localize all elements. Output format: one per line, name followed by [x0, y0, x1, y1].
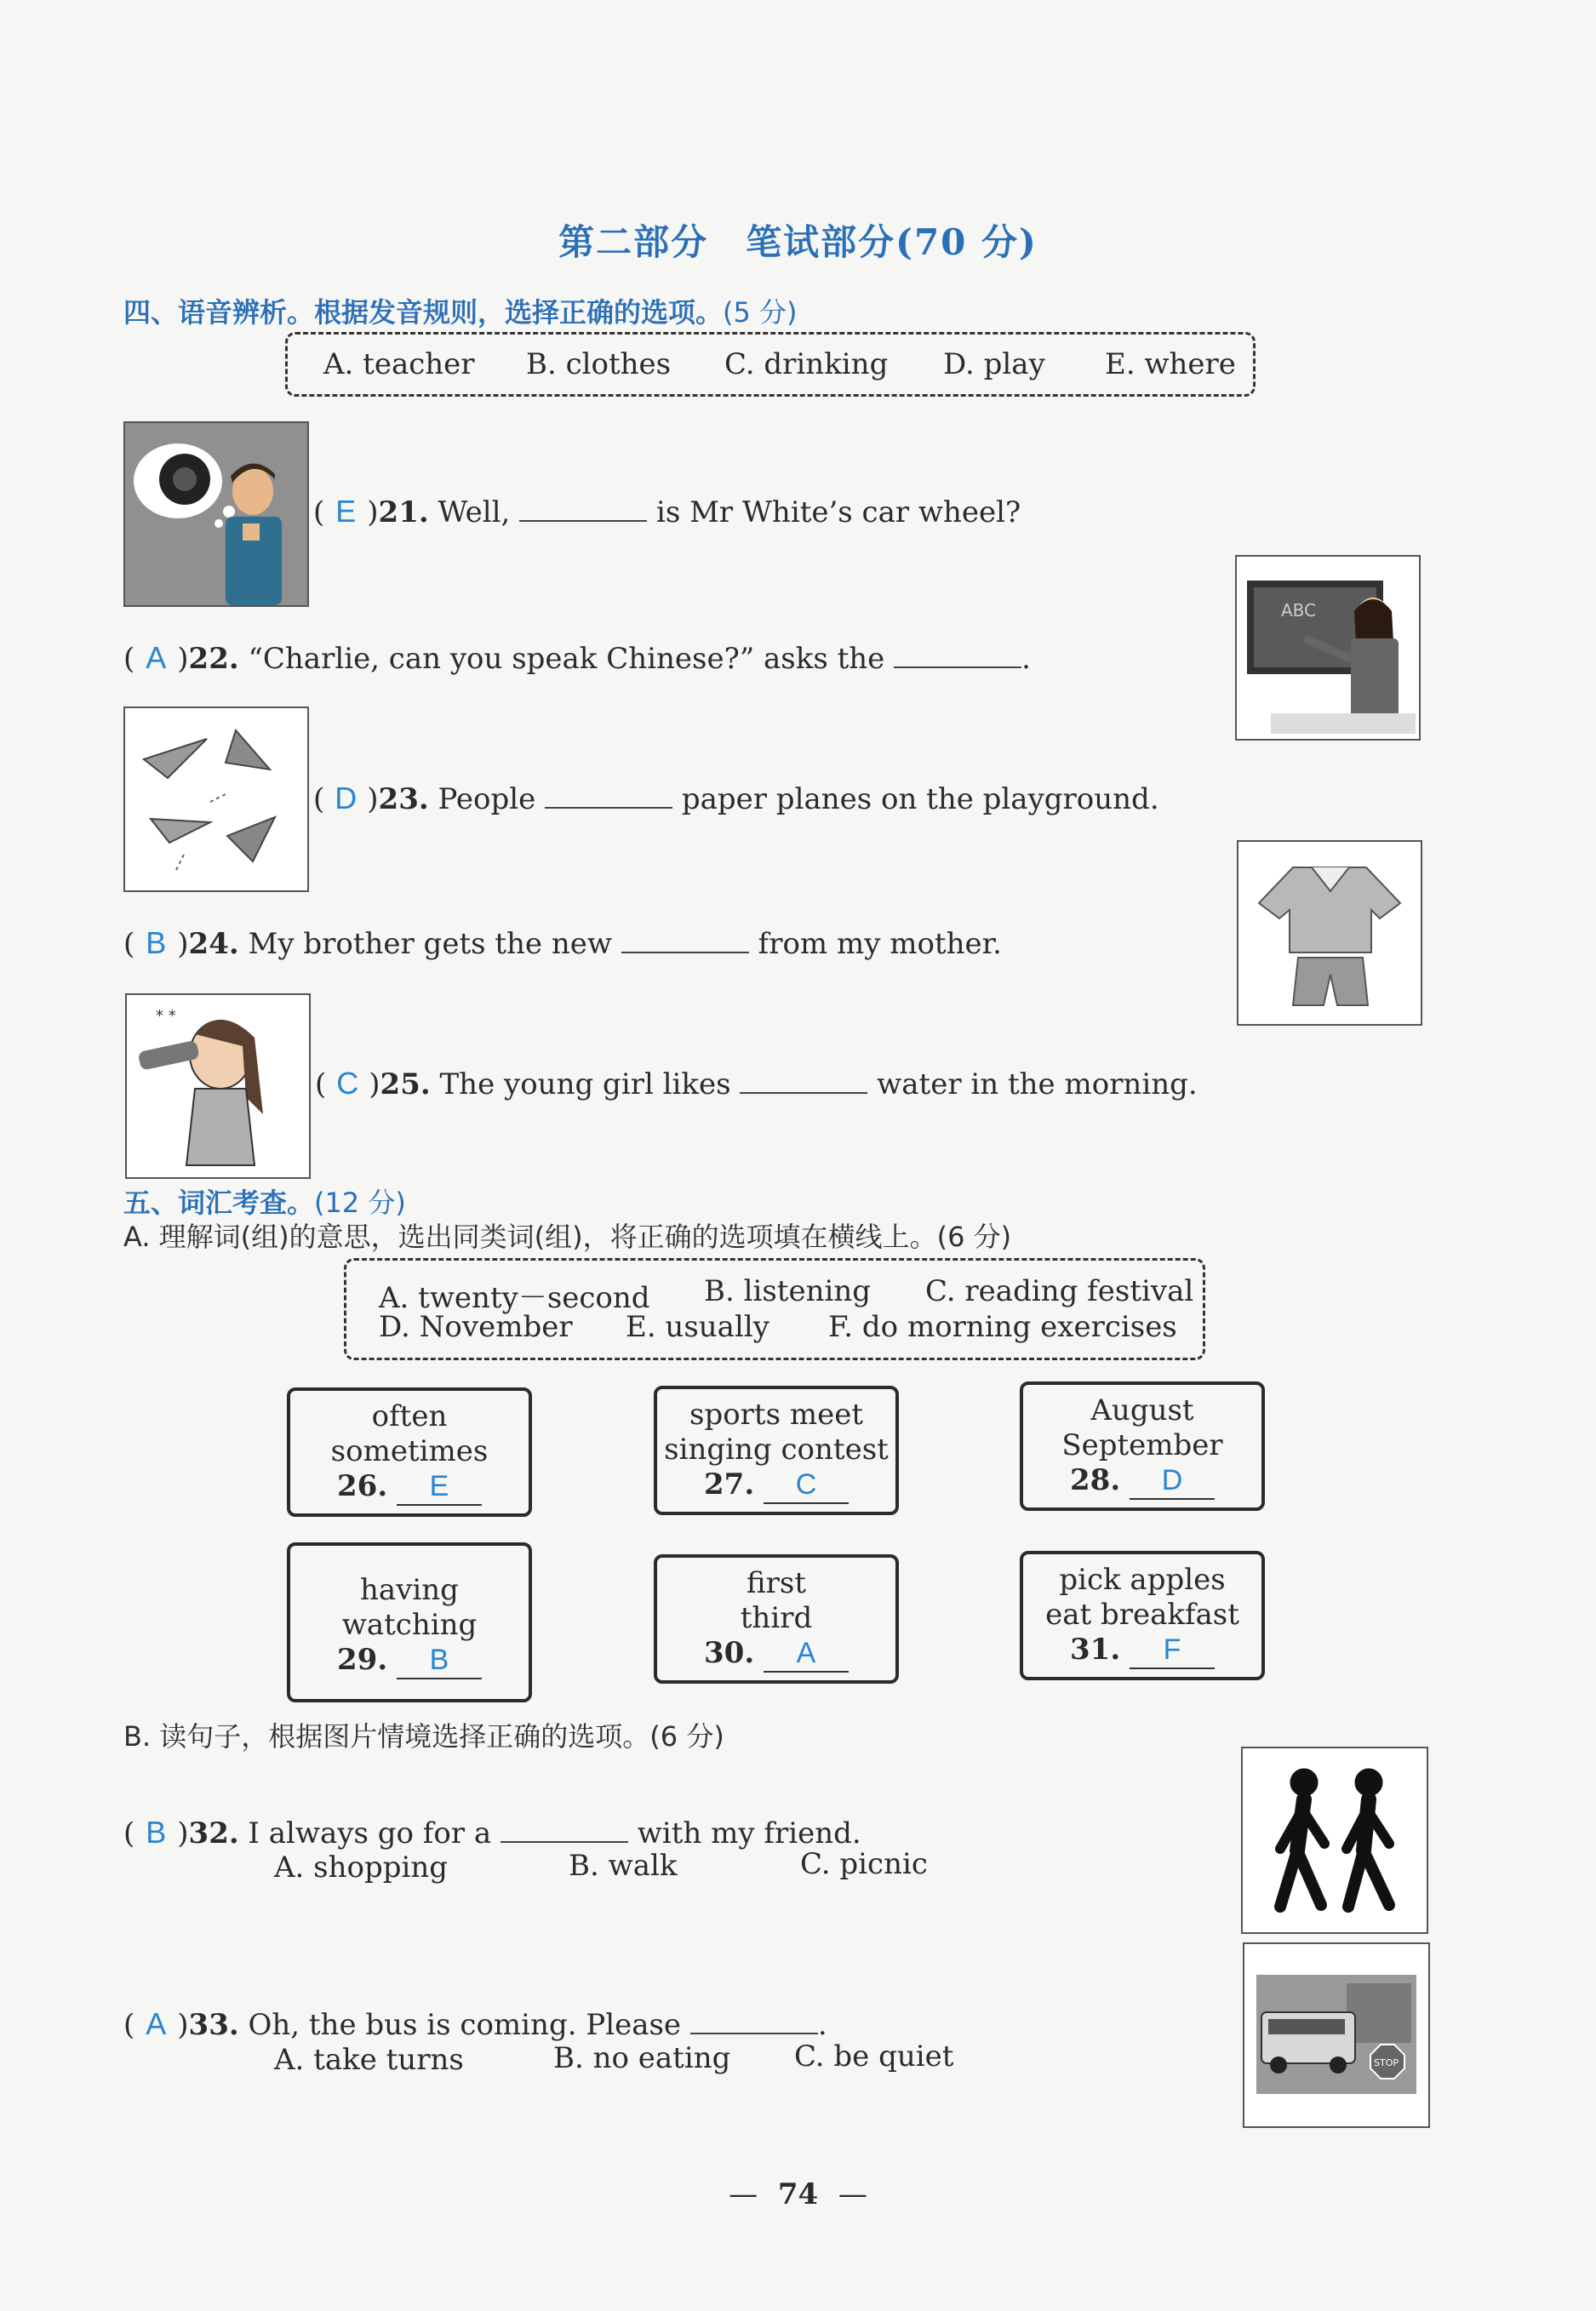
- vocab-card-29: [287, 1542, 532, 1702]
- card-answer[interactable]: D: [1130, 1463, 1215, 1500]
- vocab-card-31: [1020, 1551, 1265, 1680]
- question-text: with my friend.: [637, 1816, 861, 1851]
- question-text: I always go for a: [248, 1816, 492, 1851]
- question-text: paper planes on the playground.: [681, 782, 1159, 816]
- board-letters: ABC: [1281, 600, 1317, 621]
- card-word: August: [1090, 1393, 1194, 1427]
- section4-heading: [123, 291, 798, 330]
- vocab-card-27: [654, 1386, 899, 1515]
- vocab-option-f: F. do morning exercises: [828, 1310, 1177, 1344]
- section4-points: (5 分): [723, 296, 798, 329]
- blank-33[interactable]: [690, 2009, 818, 2034]
- blank-23[interactable]: [545, 783, 672, 809]
- card-answer[interactable]: E: [397, 1469, 482, 1506]
- question-23: ( D )23. People paper planes on the playground.: [313, 781, 1159, 816]
- question-text: “Charlie, can you speak Chinese?” asks the: [248, 642, 885, 676]
- question-text: My brother gets the new: [248, 927, 612, 961]
- page-number-value: 74: [777, 2177, 819, 2211]
- vocab-option-e: E. usually: [626, 1310, 769, 1344]
- card-answer[interactable]: B: [397, 1643, 482, 1679]
- card-word: sports meet: [689, 1398, 863, 1432]
- question-number: 22.: [188, 642, 239, 676]
- card-number: 26.: [337, 1469, 388, 1503]
- vocab-option-b: B. listening: [704, 1274, 872, 1308]
- option-d: D. play: [943, 347, 1045, 381]
- question-25: ( C )25. The young girl likes water in the morning.: [315, 1066, 1198, 1101]
- card-word: having: [360, 1573, 459, 1607]
- choice-32c[interactable]: C. picnic: [800, 1847, 928, 1881]
- section5-partA-instruction: A. 理解词(组)的意思，选出同类词(组)，将正确的选项填在横线上。(6 分): [123, 1221, 1012, 1253]
- paper-planes-image: [123, 706, 309, 892]
- vocab-card-30: [654, 1554, 899, 1684]
- blank-24[interactable]: [621, 928, 749, 953]
- question-32: ( B )32. I always go for a with my friend.: [123, 1815, 861, 1851]
- stop-sign-text: STOP: [1374, 2057, 1399, 2068]
- card-number: 28.: [1070, 1463, 1121, 1497]
- question-number: 23.: [378, 782, 429, 816]
- answer-32[interactable]: B: [146, 1815, 167, 1850]
- answer-33[interactable]: A: [146, 2006, 167, 2041]
- card-word: September: [1061, 1428, 1223, 1462]
- card-word: sometimes: [330, 1434, 489, 1468]
- question-number: 21.: [378, 495, 429, 529]
- teacher-image: [1235, 555, 1421, 741]
- question-text: from my mother.: [758, 927, 1002, 961]
- section4-options-box: [285, 332, 1256, 397]
- choice-33a[interactable]: A. take turns: [274, 2043, 464, 2077]
- question-number: 32.: [188, 1816, 239, 1851]
- blank-32[interactable]: [501, 1817, 628, 1843]
- page-number: — 74 —: [729, 2177, 867, 2211]
- option-c: C. drinking: [724, 347, 889, 381]
- question-number: 24.: [188, 927, 239, 961]
- answer-21[interactable]: E: [335, 494, 357, 529]
- option-e: E. where: [1105, 347, 1236, 381]
- card-number: 30.: [704, 1636, 755, 1670]
- vocab-option-c: C. reading festival: [925, 1274, 1194, 1308]
- vocab-option-d: D. November: [379, 1310, 573, 1344]
- section5-options-box: [344, 1258, 1205, 1360]
- vocab-card-26: [287, 1387, 532, 1517]
- card-word: watching: [341, 1608, 478, 1642]
- question-21: ( E )21. Well, is Mr White’s car wheel?: [313, 494, 1021, 529]
- card-answer[interactable]: A: [764, 1636, 849, 1673]
- card-word: first: [746, 1566, 807, 1600]
- girl-drinking-image: [125, 993, 311, 1179]
- card-answer[interactable]: F: [1130, 1633, 1215, 1669]
- question-text: Oh, the bus is coming. Please: [248, 2008, 682, 2042]
- bus-stop-image: [1243, 1942, 1430, 2128]
- walking-image: [1241, 1747, 1428, 1934]
- choice-33b[interactable]: B. no eating: [553, 2041, 731, 2075]
- question-text: The young girl likes: [439, 1067, 731, 1101]
- question-number: 25.: [380, 1067, 431, 1101]
- tyre-man-image: [123, 421, 309, 607]
- vocab-option-a: A. twenty－second: [379, 1281, 650, 1315]
- question-text: .: [1021, 642, 1031, 676]
- vocab-card-28: [1020, 1381, 1265, 1511]
- card-word: singing contest: [664, 1433, 889, 1467]
- answer-23[interactable]: D: [335, 781, 358, 815]
- card-word: eat breakfast: [1045, 1598, 1239, 1632]
- card-number: 29.: [337, 1643, 388, 1677]
- question-24: ( B )24. My brother gets the new from my mother.: [123, 925, 1002, 961]
- choice-32a[interactable]: A. shopping: [274, 1851, 449, 1885]
- card-number: 31.: [1070, 1633, 1121, 1667]
- blank-22[interactable]: [894, 643, 1021, 668]
- section5-points: (12 分): [314, 1187, 406, 1219]
- card-number: 27.: [704, 1467, 755, 1502]
- answer-25[interactable]: C: [336, 1066, 359, 1101]
- choice-33c[interactable]: C. be quiet: [794, 2039, 954, 2074]
- question-number: 33.: [188, 2008, 239, 2042]
- question-text: People: [438, 782, 536, 816]
- question-text: .: [817, 2008, 827, 2042]
- card-word: pick apples: [1059, 1563, 1226, 1597]
- clothes-image: [1237, 840, 1422, 1026]
- choice-32b[interactable]: B. walk: [569, 1849, 678, 1883]
- question-text: Well,: [438, 495, 511, 529]
- page-title: 第二部分 笔试部分(70 分): [558, 221, 1038, 263]
- answer-22[interactable]: A: [146, 640, 167, 675]
- option-a: A. teacher: [323, 347, 475, 381]
- svg-text:* *: * *: [156, 1007, 176, 1025]
- section4-heading-text: 四、语音辨析。根据发音规则，选择正确的选项。: [123, 296, 724, 329]
- card-word: third: [740, 1601, 813, 1635]
- card-word: often: [371, 1399, 448, 1433]
- question-33: ( A )33. Oh, the bus is coming. Please .: [123, 2006, 827, 2042]
- section5-heading-text: 五、词汇考查。: [123, 1187, 315, 1219]
- blank-25[interactable]: [740, 1068, 867, 1094]
- section5-partB-instruction: B. 读句子，根据图片情境选择正确的选项。(6 分): [123, 1720, 724, 1753]
- option-b: B. clothes: [526, 347, 672, 381]
- answer-24[interactable]: B: [146, 925, 167, 960]
- question-text: water in the morning.: [877, 1067, 1198, 1101]
- question-text: is Mr White’s car wheel?: [655, 495, 1021, 529]
- question-22: ( A )22. “Charlie, can you speak Chinese?” asks the .: [123, 640, 1031, 676]
- blank-21[interactable]: [519, 496, 647, 522]
- card-answer[interactable]: C: [764, 1467, 849, 1504]
